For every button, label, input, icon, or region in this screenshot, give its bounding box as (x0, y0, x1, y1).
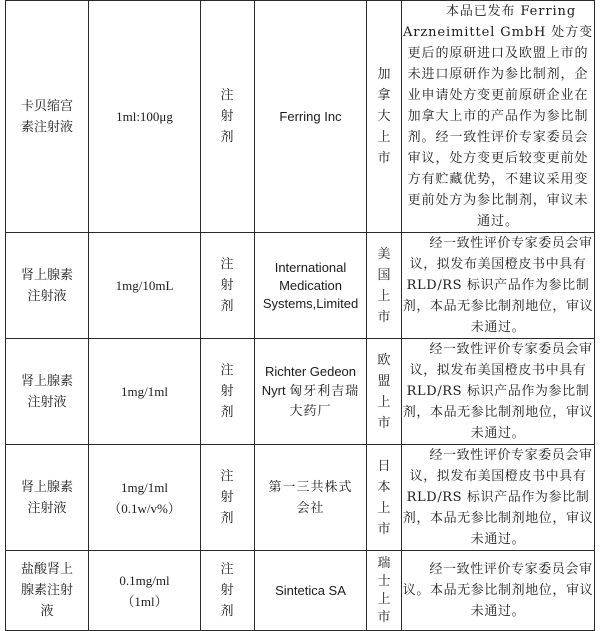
manufacturer: Ferring Inc (255, 1, 367, 233)
table-row (6, 233, 595, 339)
spec-primary: 1mg/1ml (121, 479, 168, 495)
review-note: 经一致性评价专家委员会审议，拟发布美国橙皮书中具有 RLD/RS 标识产品作为参比制剂，本品无参比制剂地位，审议未通过。 (402, 339, 595, 445)
review-note: 经一致性评价专家委员会审议。本品无参比制剂地位，审议未通过。 (402, 551, 595, 631)
market-status: 欧 盟 上 市 (367, 339, 402, 445)
review-note: 经一致性评价专家委员会审议，拟发布美国橙皮书中具有 RLD/RS 标识产品作为参比制剂，本品无参比制剂地位，审议未通过。 (402, 445, 595, 551)
dosage-form: 注射剂 (201, 551, 255, 631)
drug-name: 肾上腺素注射液 (6, 233, 89, 339)
market-status: 加 拿 大 上 市 (367, 1, 402, 233)
dosage-form: 注射剂 (201, 339, 255, 445)
manufacturer: International Medication Systems,Limited (255, 233, 367, 339)
table-row (6, 445, 595, 551)
drug-spec: 1ml:100μg (89, 1, 201, 233)
dosage-form: 注射剂 (201, 1, 255, 233)
drug-name: 盐酸肾上腺素注射液 (6, 551, 89, 631)
drug-name: 肾上腺素注射液 (6, 445, 89, 551)
manufacturer-en: Richter Gedeon Nyrt (261, 364, 357, 398)
review-note: 本品已发布 Ferring Arzneimittel GmbH 处方变更后的原研进口及欧盟上市的未进口原研作为参比制剂，企业申请处方变更前原研企业在加拿大上市的产品作为参比制剂。经一致性评价专家委员会审议，处方变更后较变更前处方有贮藏优势，不建议采用变更前处方为参比制剂，审议未通过。 (402, 1, 595, 233)
market-status: 瑞 士 上 市 (367, 551, 402, 631)
manufacturer: Sintetica SA (255, 551, 367, 631)
manufacturer (255, 339, 367, 445)
market-status: 美 国 上 市 (367, 233, 402, 339)
manufacturer: 第一三共株式会社 (255, 445, 367, 551)
spec-secondary: （1ml） (121, 593, 168, 609)
table-row (6, 551, 595, 631)
manufacturer-cn: 匈牙利吉瑞大药厂 (289, 384, 360, 419)
spec-primary: 0.1mg/ml (119, 572, 170, 588)
table-row (6, 1, 595, 233)
dosage-form: 注射剂 (201, 233, 255, 339)
table-row (6, 339, 595, 445)
drug-name: 肾上腺素注射液 (6, 339, 89, 445)
drug-spec: 1mg/1ml (89, 339, 201, 445)
spec-secondary: （0.1w/v%） (108, 500, 181, 516)
drug-spec (89, 445, 201, 551)
drug-spec: 1mg/10mL (89, 233, 201, 339)
review-note: 经一致性评价专家委员会审议，拟发布美国橙皮书中具有 RLD/RS 标识产品作为参比制剂，本品无参比制剂地位，审议未通过。 (402, 233, 595, 339)
market-status: 日 本 上 市 (367, 445, 402, 551)
dosage-form: 注射剂 (201, 445, 255, 551)
reference-drug-table (5, 0, 595, 631)
drug-spec (89, 551, 201, 631)
drug-name: 卡贝缩宫素注射液 (6, 1, 89, 233)
